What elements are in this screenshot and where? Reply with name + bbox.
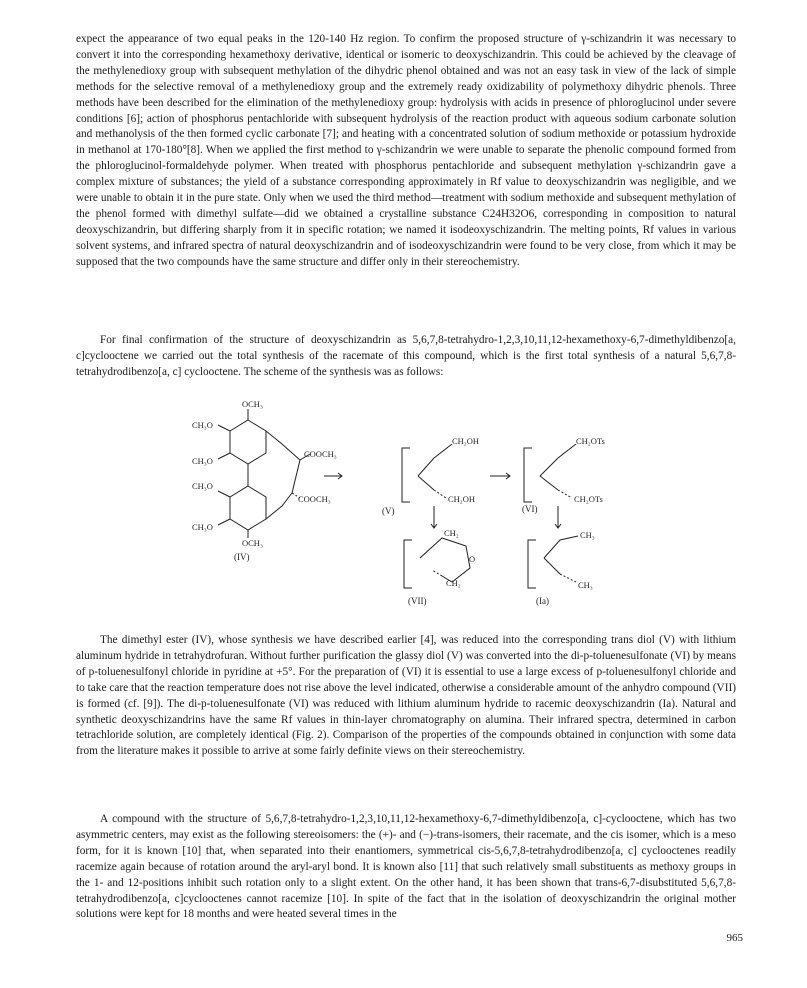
vii-ether-oxygen: O <box>469 554 476 564</box>
vii-methylene-lower: CH₂ <box>446 578 461 588</box>
ia-methyl-lower: CH₃ <box>578 580 593 590</box>
synthesis-scheme-figure <box>190 398 650 608</box>
iv-methoxy-4: CH₃O <box>192 481 213 491</box>
compound-label-iv: (IV) <box>234 552 250 562</box>
iv-methoxy-5: CH₃O <box>192 522 213 532</box>
paragraph-stereoisomers: A compound with the structure of 5,6,7,8-tetrahydro-1,2,3,10,11,12-hexamethoxy-6,7-dimethyldibenzo[a, c]-cyclooctene, which has two asymmetric centers, may exist as the following stereoisomers: the (+)- and (−)-trans-isomers, their racemate, and the cis isomer, which is a meso form, for it is known [10] that, when separated into their enantiomers, symmetrical cis-5,6,7,8-tetrahydrodibenzo[a, c] cyclooctenes readily racemize again because of rotation around the aryl-aryl bond. It is known also [11] that such relatively small substituents as methoxy groups in the 1- and 12-positions inhibit such rotation only to a slight extent. On the other hand, it has been shown that trans-6,7-disubstituted 5,6,7,8-tetrahydrodibenzo[a, c]cyclooctenes cannot racemize [10]. In spite of the fact that in the isolation of deoxyschizandrin the original mother solutions were kept for 18 months and were heated several times in the <box>76 813 736 921</box>
iv-ester-upper: COOCH₃ <box>304 449 337 459</box>
page-number: 965 <box>726 932 743 944</box>
paragraph-synthesis-procedure: The dimethyl ester (IV), whose synthesis we have described earlier [4], was reduced into the corresponding trans diol (V) with lithium aluminum hydride in tetrahydrofuran. Without further purification the glassy diol (V) was converted into the di-p-toluenesulfonate (VI) by means of p-toluenesulfonyl chloride in pyridine at +5°. For the preparation of (VI) it is essential to use a large excess of p-toluenesulfonyl chloride and to take care that the reaction temperature does not rise above the level indicated, otherwise a considerable amount of the anhydro compound (VII) is formed (cf. [9]). The di-p-toluenesulfonate (VI) was reduced with lithium aluminum hydride to racemic deoxyschizandrin (Ia). Natural and synthetic deoxyschizandrins have the same Rf values in thin-layer chromatography on alumina. Their infrared spectra, determined in carbon tetrachloride solution, are completely identical (Fig. 2). Comparison of the properties of the compounds obtained in conjunction with some data from the literature makes it possible to arrive at some fairly definite views on their stereochemistry. <box>76 634 736 758</box>
ia-methyl-upper: CH₃ <box>580 530 595 540</box>
vi-tosylmethyl-lower: CH₂OTs <box>574 494 603 504</box>
v-hydroxymethyl-lower: CH₂OH <box>448 494 476 504</box>
iv-ester-lower: COOCH₃ <box>298 494 331 504</box>
iv-methoxy-2: CH₃O <box>192 420 213 430</box>
compound-label-vi: (VI) <box>522 504 538 514</box>
vii-methylene-upper: CH₂ <box>444 528 459 538</box>
iv-upper-ring <box>230 420 266 464</box>
compound-label-v: (V) <box>382 506 395 516</box>
vi-tosylmethyl-upper: CH₂OTs <box>576 436 605 446</box>
iv-methoxy-top: OCH₃ <box>242 399 263 409</box>
compound-label-vii: (VII) <box>408 596 427 606</box>
iv-lower-ring <box>230 486 266 530</box>
iv-methoxy-bottom: OCH₃ <box>242 538 263 548</box>
iv-methoxy-3: CH₃O <box>192 456 213 466</box>
v-hydroxymethyl-upper: CH₂OH <box>452 436 480 446</box>
synthesis-scheme-svg <box>190 398 650 608</box>
paragraph-total-synthesis-intro: For final confirmation of the structure of deoxyschizandrin as 5,6,7,8-tetrahydro-1,2,3,10,11,12-hexamethoxy-6,7-dimethyldibenzo[a, c]cyclooctene we carried out the total synthesis of the racemate of this compound, which is the first total synthesis of a natural 5,6,7,8-tetrahydrodibenzo[a, c] cyclooctene. The scheme of the synthesis was as follows: <box>76 334 736 378</box>
compound-label-ia: (Ia) <box>536 596 549 606</box>
paragraph-methylenedioxy-cleavage: expect the appearance of two equal peaks in the 120-140 Hz region. To confirm the proposed structure of γ-schizandrin it was necessary to convert it into the corresponding hexamethoxy derivative, identical or isomeric to deoxyschizandrin. This could be achieved by the cleavage of the methylenedioxy group with subsequent methylation of the dihydric phenol obtained and was not an easy task in view of the lack of simple methods for the selective removal of a methylenedioxy group and the extremely ready oxidizability of polymethoxy dihydric phenols. Three methods have been described for the elimination of the methylenedioxy group: hydrolysis with acids in presence of phloroglucinol under severe conditions [6]; action of phosphorus pentachloride with subsequent hydrolysis of the reaction product with aqueous sodium carbonate solution and methanolysis of the then formed cyclic carbonate [7]; and heating with a concentrated solution of sodium methoxide or potassium hydroxide in methanol at 170-180°[8]. When we applied the first method to γ-schizandrin we were unable to separate the phenolic compound formed from the phloroglucinol-formaldehyde polymer. When treated with phosphorus pentachloride and subsequent methylation γ-schizandrin gave a complex mixture of substances; the yield of a substance corresponding approximately in Rf value to deoxyschizandrin was negligible, and we were unable to obtain it in the pure state. Only when we used the third method—treatment with sodium methoxide and subsequent methylation of the phenol formed with dimethyl sulfate—did we obtained a crystalline substance C24H32O6, corresponding in composition to natural deoxyschizandrin, but differing sharply from it in specific rotation; we named it isodeoxyschizandrin. The melting points, Rf values in various solvent systems, and infrared spectra of natural deoxyschizandrin and of isodeoxyschizandrin were found to be very close, from which it may be supposed that the two compounds have the same structure and differ only in their stereochemistry. <box>76 33 736 268</box>
